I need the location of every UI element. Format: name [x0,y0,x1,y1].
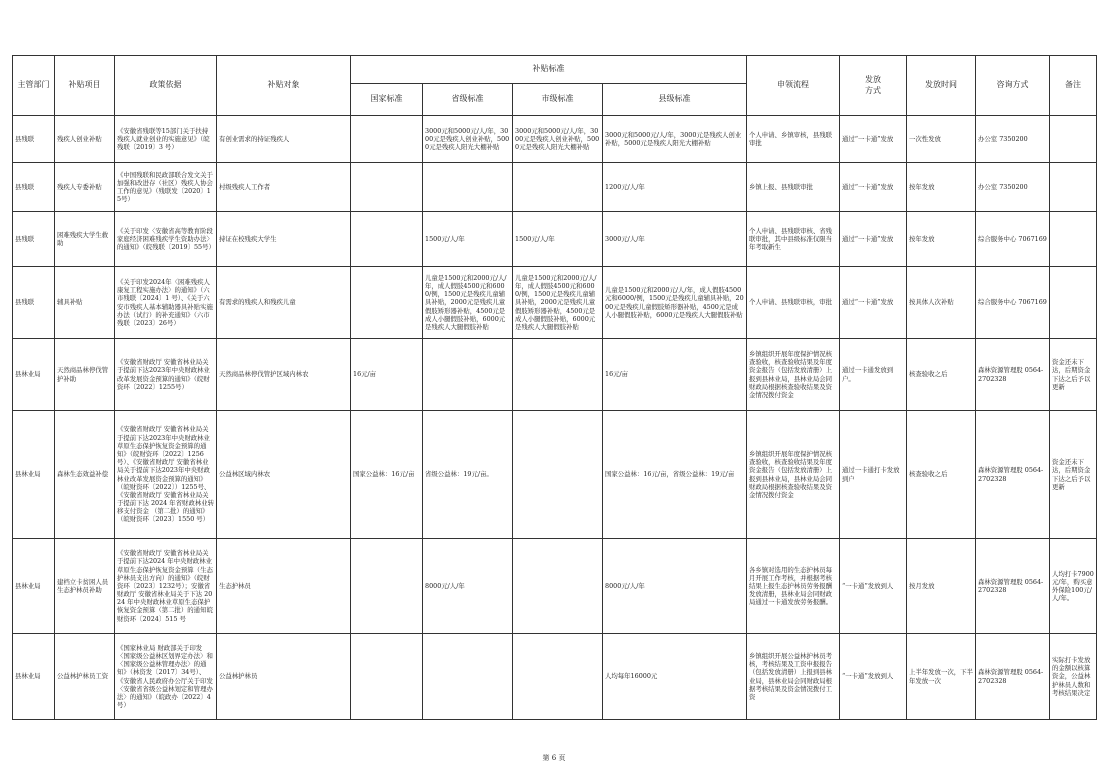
time-cell: 按年发放 [907,212,976,267]
county-standard-cell: 国家公益林：16元/亩，省级公益林：19元/亩 [603,411,747,539]
target-cell: 公益林护林员 [217,634,351,720]
target-cell: 持证在校残疾大学生 [217,212,351,267]
time-cell: 一次性发放 [907,116,976,163]
contact-cell: 办公室 7350200 [976,116,1050,163]
county-standard-cell: 人均每年16000元 [603,634,747,720]
header-contact: 咨询方式 [976,56,1050,116]
process-cell: 各乡镇对选用的生态护林员每月开展工作考核，并根据考核结果上报生态护林员劳务报酬发放清册，县林业局会同财政局通过一卡通发放劳务报酬。 [747,539,840,634]
table-row [13,634,1097,720]
provincial-standard-cell [423,634,513,720]
header-item: 补贴项目 [55,56,115,116]
target-cell: 村级残疾人工作者 [217,163,351,212]
target-cell: 有需求的残疾人和残疾儿童 [217,267,351,339]
county-standard-cell: 1200元/人/年 [603,163,747,212]
item-cell: 辅具补贴 [55,267,115,339]
item-cell: 困难残疾大学生救助 [55,212,115,267]
time-cell: 按月发放 [907,539,976,634]
method-cell: 通过一卡通打卡发放到户 [840,411,907,539]
item-cell: 天然商品林停伐管护补助 [55,339,115,411]
policy-cell: 《安徽省财政厅 安徽省林业局关于提前下达2024 年中央财政林业草原生态保护恢复资金预算（生态护林员支出方向）的通知》（皖财资环〔2023〕1232号）；安徽省财政厅 安徽省林业局关于下达 2024 年中央财政林业草原生态保护恢复资金预算（第二批）的通知皖财资环〔2024〕515 号 [115,539,217,634]
provincial-standard-cell: 儿童是1500元和2000元/人/年，成人假肢4500元和6000/例，1500元是残疾儿童辅具补贴，2000元是残疾儿童假肢矫形器补贴，4500元是成人小腿假肢补贴，6000元是残疾人大腿假肢补贴 [423,267,513,339]
national-standard-cell [351,267,423,339]
policy-cell: 《关于印发2024年〈困难残疾人康复工程实施办法〉的通知》（六市残联〔2024〕1 号）、《关于六安市残疾人基本辅助器具补贴实施办法（试行）的补充通知》（六市残联〔2023〕26号） [115,267,217,339]
provincial-standard-cell [423,163,513,212]
dept-cell: 县林业局 [13,339,55,411]
process-cell: 个人申请、乡镇审核，县残联审批 [747,116,840,163]
time-cell: 核查验收之后 [907,411,976,539]
time-cell: 按具体人次补贴 [907,267,976,339]
table-row [13,267,1097,339]
notes-cell: 资金还未下达，后期资金下达之后予以更新 [1050,411,1097,539]
header-city: 市级标准 [513,84,603,116]
notes-cell [1050,212,1097,267]
target-cell: 生态护林员 [217,539,351,634]
notes-cell [1050,116,1097,163]
dept-cell: 县残联 [13,267,55,339]
method-cell: 通过“一卡通”发放 [840,267,907,339]
header-dept: 主管部门 [13,56,55,116]
table-row [13,212,1097,267]
national-standard-cell [351,634,423,720]
policy-cell: 《中国残联和民政部联合发文关于加强和改进存（社区）残疾人协会工作的意见》（残联发〔2020〕15号） [115,163,217,212]
table-row [13,539,1097,634]
dept-cell: 县林业局 [13,411,55,539]
target-cell: 天然商品林停伐管护区域内林农 [217,339,351,411]
method-cell: “一卡通”发放到人 [840,634,907,720]
policy-cell: 《国家林业局 财政部关于印发〈国家级公益林区划界定办法〉和〈国家级公益林管理办法〉的通知》（林资发〔2017〕34号）、《安徽省人民政府办公厅关于印发〈安徽省省级公益林划定和管理办法〉的通知》（皖政办〔2022〕4号） [115,634,217,720]
policy-cell: 《安徽省财政厅 安徽省林业局关于提前下达2023年中央财政林业改革发展资金预算的通知》（皖财资环〔2022〕1255号） [115,339,217,411]
national-standard-cell [351,212,423,267]
national-standard-cell: 国家公益林：16元/亩 [351,411,423,539]
item-cell: 建档立卡贫困人员生态护林员补助 [55,539,115,634]
contact-cell: 森林资源管理股 0564-2702328 [976,411,1050,539]
national-standard-cell [351,163,423,212]
national-standard-cell [351,539,423,634]
header-county: 县级标准 [603,84,747,116]
process-cell: 乡镇上报、县残联审批 [747,163,840,212]
city-standard-cell [513,411,603,539]
city-standard-cell: 3000元和5000元/人/年，3000元是残疾人创业补贴，5000元是残疾人阳光大棚补贴 [513,116,603,163]
method-cell: 通过一卡通发放到户。 [840,339,907,411]
county-standard-cell: 8000元/人/年 [603,539,747,634]
header-notes: 备注 [1050,56,1097,116]
city-standard-cell [513,539,603,634]
policy-cell: 《关于印发〈安徽省高等教育阶段家庭经济困难残疾学生资助办法〉的通知》（皖残联〔2019〕55号） [115,212,217,267]
notes-cell: 实际打卡发放的金额以核算资金，公益林护林员人数和考核结果决定 [1050,634,1097,720]
dept-cell: 县林业局 [13,539,55,634]
dept-cell: 县残联 [13,163,55,212]
target-cell: 有创业需求的持证残疾人 [217,116,351,163]
time-cell: 上半年发放一次，下半年发放一次 [907,634,976,720]
contact-cell: 综合服务中心 7067169 [976,212,1050,267]
header-method: 发放 方式 [840,56,907,116]
process-cell: 个人申请、县残联审核，审批 [747,267,840,339]
county-standard-cell: 儿童是1500元和2000元/人/年，成人假肢4500元和6000/例，1500元是残疾儿童辅具补贴，2000元是残疾儿童假肢矫形器补贴，4500元是成人小腿假肢补贴，6000元是残疾人大腿假肢补贴 [603,267,747,339]
city-standard-cell [513,339,603,411]
table-row [13,116,1097,163]
process-cell: 乡镇组织开展年度保护情况核查验收，核查验收结果及年度资金报告（包括发放清册）上报到县林业局，县林业局会同财政局根据核查验收结果及资金情况拨付资金 [747,339,840,411]
city-standard-cell [513,634,603,720]
header-provincial: 省级标准 [423,84,513,116]
notes-cell [1050,267,1097,339]
national-standard-cell [351,116,423,163]
subsidy-table [12,55,1097,720]
header-target: 补贴对象 [217,56,351,116]
provincial-standard-cell: 1500元/人/年 [423,212,513,267]
table-row [13,163,1097,212]
table-row [13,411,1097,539]
contact-cell: 综合服务中心 7067169 [976,267,1050,339]
county-standard-cell: 3000元/人/年 [603,212,747,267]
county-standard-cell: 3000元和5000元/人/年，3000元是残疾人创业补贴，5000元是残疾人阳光大棚补贴 [603,116,747,163]
method-cell: 通过“一卡通”发放 [840,116,907,163]
provincial-standard-cell: 3000元和5000元/人/年，3000元是残疾人创业补贴，5000元是残疾人阳光大棚补贴 [423,116,513,163]
table-row [13,339,1097,411]
header-time: 发放时间 [907,56,976,116]
dept-cell: 县残联 [13,116,55,163]
header-standard-group: 补贴标准 [351,56,747,84]
provincial-standard-cell [423,339,513,411]
method-cell: 通过“一卡通”发放 [840,163,907,212]
item-cell: 公益林护林员工资 [55,634,115,720]
provincial-standard-cell: 8000元/人/年 [423,539,513,634]
contact-cell: 森林资源管理股 0564-2702328 [976,339,1050,411]
policy-cell: 《安徽省财政厅 安徽省林业局关于提前下达2023年中央财政林业草原生态保护恢复资金预算的通知》（皖财资环〔2022〕1256号）、《安徽省财政厅 安徽省林业局关于提前下达2023年中央财政林业改革发展资金预算的通知》（皖财资环〔2022〕）1255号、《安徽省财政厅 安徽省林业局关于提前下达 2024 年省财政林业转移支付资金 （第二批）的通知》（皖财资环〔2023〕1550 号） [115,411,217,539]
table-body [13,116,1097,720]
dept-cell: 县林业局 [13,634,55,720]
time-cell: 核查验收之后 [907,339,976,411]
header-process: 申领流程 [747,56,840,116]
contact-cell: 森林资源管理股 0564-2702328 [976,634,1050,720]
contact-cell: 办公室 7350200 [976,163,1050,212]
header-national: 国家标准 [351,84,423,116]
time-cell: 按年发放 [907,163,976,212]
city-standard-cell: 儿童是1500元和2000元/人/年，成人假肢4500元和6000/例，1500元是残疾儿童辅具补贴，2000元是残疾儿童假肢矫形器补贴，4500元是成人小腿假肢补贴，6000元是残疾人大腿假肢补贴 [513,267,603,339]
county-standard-cell: 16元/亩 [603,339,747,411]
item-cell: 森林生态效益补偿 [55,411,115,539]
contact-cell: 森林资源管理股 0564-2702328 [976,539,1050,634]
dept-cell: 县残联 [13,212,55,267]
page-number: 第 6 页 [542,754,566,762]
city-standard-cell: 1500元/人/年 [513,212,603,267]
method-cell: “一卡通”发放到人 [840,539,907,634]
city-standard-cell [513,163,603,212]
provincial-standard-cell: 省级公益林：19元/亩。 [423,411,513,539]
policy-cell: 《安徽省残联等15部门关于扶持残疾人就业创业的实施意见》（皖残联〔2019〕3 号） [115,116,217,163]
notes-cell: 资金还未下达，后期资金下达之后予以更新 [1050,339,1097,411]
header-policy: 政策依据 [115,56,217,116]
item-cell: 残疾人专委补贴 [55,163,115,212]
item-cell: 残疾人创业补贴 [55,116,115,163]
notes-cell [1050,163,1097,212]
national-standard-cell: 16元/亩 [351,339,423,411]
process-cell: 乡镇组织开展公益林护林员考核，考核结果及工资申报报告（包括发放清册）上报到县林业局，县林业局会同财政局根据考核结果及资金情况拨付工资 [747,634,840,720]
method-cell: 通过“一卡通”发放 [840,212,907,267]
notes-cell: 人均打卡7900元/年，购买意外保险100元/人/年。 [1050,539,1097,634]
process-cell: 个人申请、县残联审核、省残联审批，其中县级标准仅限当年考取新生 [747,212,840,267]
target-cell: 公益林区域内林农 [217,411,351,539]
process-cell: 乡镇组织开展年度保护情况核查验收，核查验收结果及年度资金报告（包括发放清册）上报到县林业局，县林业局会同财政局根据核查验收结果及资金情况拨付资金 [747,411,840,539]
